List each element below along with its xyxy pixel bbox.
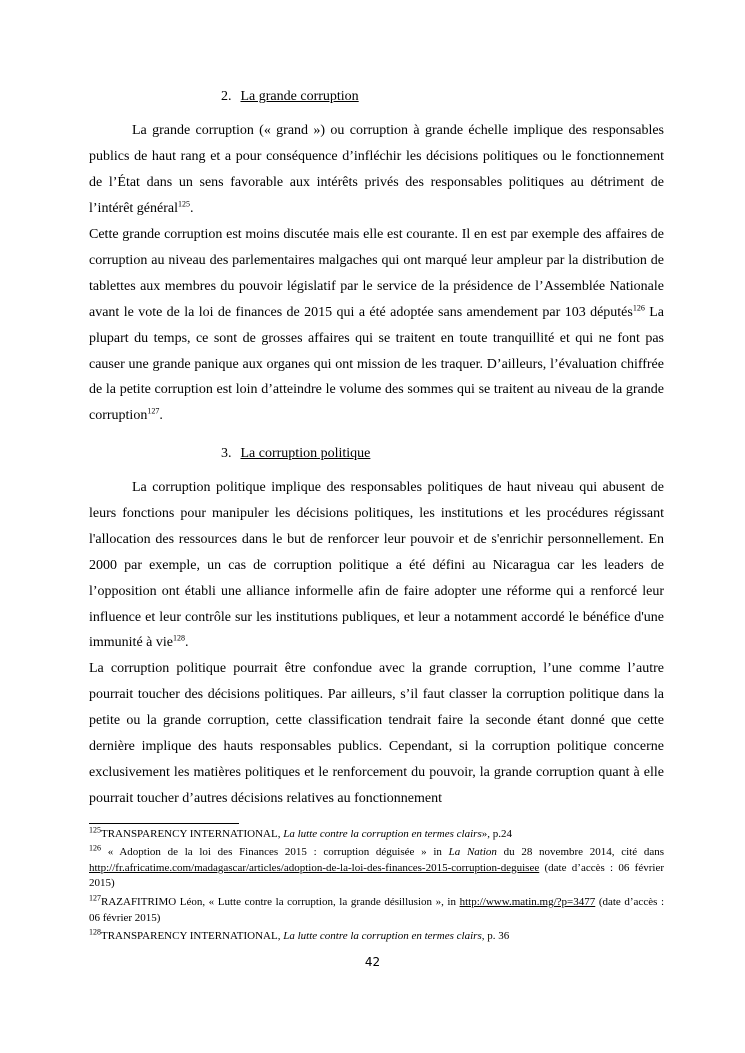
section-heading-grande-corruption [221,88,359,106]
footnote-ref-126[interactable]: 126 [632,303,645,313]
section-number: 3. [221,446,232,461]
section-title: La grande corruption [240,89,359,104]
footnote-126-link[interactable]: http://fr.africatime.com/madagascar/articles/adoption-de-la-loi-des-finances-2015-corruption-deguisee [89,861,540,874]
paragraph-grande-corruption-definition: La grande corruption (« grand ») ou corruption à grande échelle implique des responsables publics de haut rang et a pour conséquence d’infléchir les décisions politiques ou le fonctionnement de l’État dans un sens favorable aux intérêts privés des responsables politiques au détriment de l’intérêt général$^{125}$. [89,123,664,216]
section-title: La corruption politique [240,446,371,461]
section-number: 2. [221,89,232,104]
footnote-126: $^{126}$ « Adoption de la loi des Finances 2015 : corruption déguisée » in La Nation du 28 novembre 2014, cité dans http://fr.africatime.com/madagascar/articles/adoption-de-la-loi-des-finances-2015-corruption-deguisee (date d’accès : 06 février 2015) [89,843,664,890]
footnote-127-link[interactable]: http://www.matin.mg/?p=3477 [459,896,596,908]
footnote-ref-125[interactable]: 125 [178,199,191,209]
paragraph-corruption-politique-definition: La corruption politique implique des responsables politiques de haut niveau qui abusent de leurs fonctions pour manipuler les décisions politiques, les institutions et les procédures régissant l'allocation des ressources dans le but de renforcer leur pouvoir et de s'enrichir personnellement. En 2000 par exemple, un cas de corruption politique a été défini au Nicaragua car les leaders de l’opposition ont établi une alliance informelle afin de faire adopter une réforme qui a renforcé leur influence et leur contrôle sur les institutions publiques, et leur a notamment accordé le bénéfice d'une immunité à vie$^{128}$. [89,480,664,651]
section-heading-corruption-politique [221,445,370,463]
footnote-128: $^{128}$TRANSPARENCY INTERNATIONAL, La lutte contre la corruption en termes clairs, p. 36 [89,927,510,942]
footnote-127: $^{127}$RAZAFITRIMO Léon, « Lutte contre la corruption, la grande désillusion », in http://www.matin.mg/?p=3477 (date d’accès : 06 février 2015) [89,893,664,924]
paragraph-grande-corruption-example: Cette grande corruption est moins discutée mais elle est courante. Il en est par exemple des affaires de corruption au niveau des parlementaires malgaches qui ont marqué leur ampleur par la distribution de tablettes aux membres du pouvoir législatif par le service de la présidence de l’Assemblée Nationale avant le vote de la loi de finances de 2015 qui a été adoptée sans amendement par 103 députés$^{126}$ La plupart du temps, ce sont de grosses affaires qui se traitent en toute tranquillité et qui ne font pas causer une grande panique aux organes qui ont mission de les traquer. D’ailleurs, l’évaluation chiffrée de la petite corruption est loin d’atteindre le volume des sommes qui se traitent au niveau de la grande corruption$^{127}$. [89,227,665,424]
footnote-ref-127[interactable]: 127 [147,406,160,416]
footnote-ref-128[interactable]: 128 [172,633,185,643]
paragraph-corruption-politique-comparison: La corruption politique pourrait être confondue avec la grande corruption, l’une comme l’autre pourrait toucher des décisions politiques. Par ailleurs, s’il faut classer la corruption politique dans la petite ou la grande corruption, cette classification tendrait faire la seconde étant donné que cette dernière implique des hauts responsables publics. Cependant, si la corruption politique concerne exclusivement les matières politiques et le renforcement du pouvoir, la grande corruption quant à elle pourrait toucher d’autres décisions relatives au fonctionnement [89,661,664,806]
page-number: 42 [364,955,381,969]
footnote-125: $^{125}$TRANSPARENCY INTERNATIONAL, La lutte contre la corruption en termes clairs», p.24 [89,825,512,840]
footnote-separator [89,823,239,824]
